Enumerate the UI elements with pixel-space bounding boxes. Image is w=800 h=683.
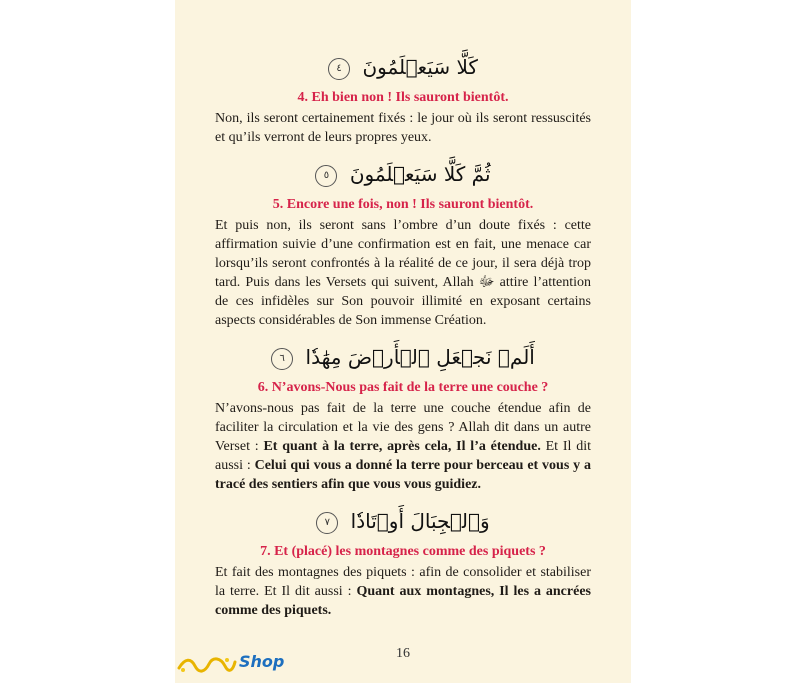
arabic-text: كَلَّا سَيَعۡلَمُونَ [362, 55, 478, 79]
logo-text: Shop [239, 652, 285, 671]
arabic-verse [215, 50, 591, 84]
verse-number-icon: ٤ [328, 58, 350, 80]
arabic-text: ثُمَّ كَلَّا سَيَعۡلَمُونَ [349, 162, 491, 186]
paragraph-run-bold: Celui qui vous a donné la terre pour berceau et vous y a tracé des sentiers afin que vous vous guidiez. [215, 458, 591, 492]
paragraph-run-bold: Quant aux montagnes, Il les a ancrées comme des piquets. [215, 584, 591, 618]
section-paragraph [215, 399, 591, 494]
arabic-text: وَٱلۡجِبَالَ أَوۡتَادٗا [350, 509, 490, 533]
section-verse-7 [215, 504, 591, 620]
section-paragraph: Et puis non, ils seront sans l’ombre d’un doute fixés : cette affirmation suivie d’une confirmation est en fait, une menace car lorsqu’ils seront confrontés à la réalité de ce jour, il sera déjà trop tard. Puis dans les Versets qui suivent, Allah ﷻ attire l’attention de ces infidèles sur Son pouvoir illimité en exposant certains aspects considérables de Son immense Création. [215, 218, 591, 328]
paragraph-run: N’avons-nous pas fait de la terre une couche étendue afin de faciliter la circulation et la vie des gens ? Allah dit dans un autre Verset : [215, 401, 591, 454]
section-verse-6 [215, 340, 591, 494]
page-content [215, 50, 591, 630]
section-paragraph: Non, ils seront certainement fixés : le jour où ils seront ressuscités et qu’ils verront de leurs propres yeux. [215, 111, 591, 145]
section-heading: 6. N’avons-Nous pas fait de la terre une couche ? [257, 380, 549, 395]
section-heading: 4. Eh bien non ! Ils sauront bientôt. [297, 90, 509, 105]
arabic-verse [215, 157, 591, 191]
arabic-text: أَلَمۡ نَجۡعَلِ ٱلۡأَرۡضَ مِهَٰدٗا [305, 345, 535, 369]
verse-number-icon: ٥ [315, 165, 337, 187]
section-heading: 5. Encore une fois, non ! Ils sauront bientôt. [272, 197, 534, 212]
paragraph-run-bold: Et quant à la terre, après cela, Il l’a étendue. [263, 439, 541, 454]
shop-logo [177, 650, 297, 680]
page-number: 16 [396, 646, 410, 661]
paragraph-run: Et fait des montagnes des piquets : afin de consolider et stabiliser la terre. Et Il dit aussi : [215, 565, 591, 599]
book-page [175, 0, 631, 683]
section-verse-5 [215, 157, 591, 330]
swirl-logo-icon [177, 656, 237, 674]
verse-number-icon: ٧ [316, 512, 338, 534]
section-heading: 7. Et (placé) les montagnes comme des piquets ? [260, 544, 546, 559]
verse-number-icon: ٦ [271, 348, 293, 370]
arabic-verse [215, 340, 591, 374]
section-paragraph [215, 563, 591, 620]
section-verse-4 [215, 50, 591, 147]
paragraph-run: Et Il dit aussi : [215, 439, 591, 473]
arabic-verse [215, 504, 591, 538]
